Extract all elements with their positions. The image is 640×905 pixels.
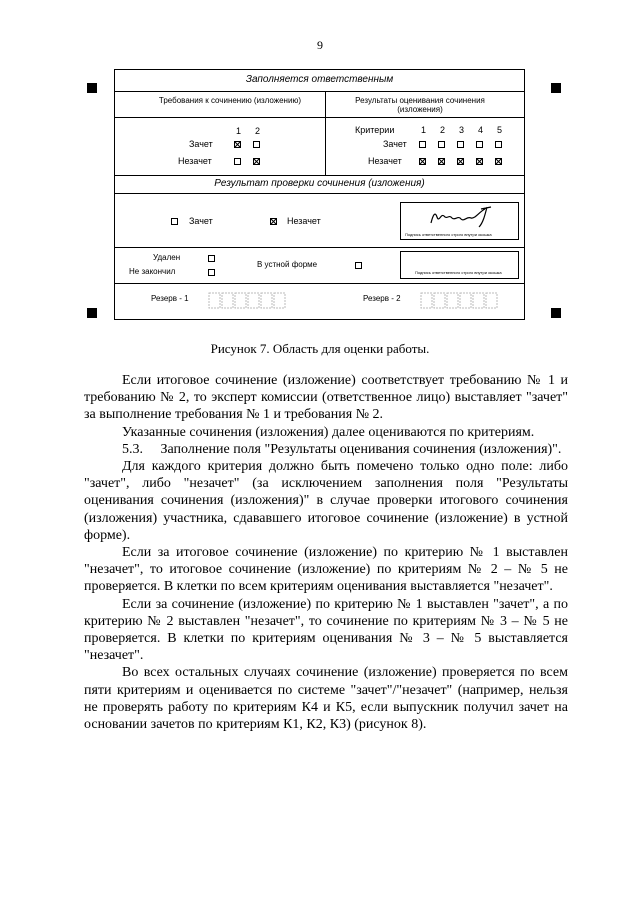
registration-mark-bottom-left	[87, 308, 97, 318]
body-text	[84, 372, 568, 733]
not-finished-label: Не закончил	[129, 267, 176, 276]
paragraph-6: Если за сочинение (изложение) по критерию № 1 выставлен "зачет", а по критерию № 2 выставлен "незачет", то сочинение по критериям № 3 – № 5 не проверяется. В клетки по критериям оценивания № 3 – № 5 выставляется "незачет".	[84, 596, 568, 664]
oral-checkbox[interactable]	[355, 262, 362, 269]
removed-label: Удален	[153, 253, 181, 262]
req2-nezachet-checkbox[interactable]	[253, 158, 260, 165]
signature-scribble	[401, 203, 518, 231]
figure-caption: Рисунок 7. Область для оценки работы.	[210, 341, 430, 356]
requirements-header: Требования к сочинению (изложению)	[158, 96, 302, 105]
criterion-number-2: 2	[440, 125, 446, 135]
k2-zachet-checkbox[interactable]	[438, 141, 445, 148]
criteria-nezachet-label: Незачет	[368, 156, 402, 166]
paragraph-5: Если за итоговое сочинение (изложение) по критерию № 1 выставлен "незачет", то итоговое сочинение (изложение) по критериям № 2 – № 5 не проверяется. В клетки по всем критериям оценивания выставляется "незачет".	[84, 545, 568, 595]
marks-band	[115, 118, 524, 176]
req-nezachet-label: Незачет	[178, 156, 212, 166]
criterion-number-5: 5	[497, 125, 503, 135]
req-number-2: 2	[255, 126, 261, 136]
criteria-zachet-label: Зачет	[383, 139, 407, 149]
signature-caption-2: Подпись ответственного строго внутри окошка	[415, 270, 502, 275]
registration-mark-bottom-right	[551, 308, 561, 318]
reserve1-digit-boxes[interactable]	[208, 292, 288, 310]
k5-zachet-checkbox[interactable]	[495, 141, 502, 148]
paragraph-3: 5.3. Заполнение поля "Результаты оценивания сочинения (изложения)".	[122, 441, 562, 457]
k4-zachet-checkbox[interactable]	[476, 141, 483, 148]
paragraph-1: Если итоговое сочинение (изложение) соответствует требованию № 1 и требованию № 2, то эксперт комиссии (ответственное лицо) выставляет "зачет" за выполнение требования № 1 и требования № 2.	[84, 373, 568, 423]
results-header: Результаты оценивания сочинения (изложения)	[355, 96, 485, 114]
registration-mark-top-right	[551, 83, 561, 93]
form-title: Заполняется ответственным	[245, 74, 394, 85]
signature-box-2[interactable]	[400, 251, 519, 279]
status-band	[115, 248, 524, 284]
removed-checkbox[interactable]	[208, 255, 215, 262]
signature-box[interactable]	[400, 202, 519, 240]
oral-label: В устной форме	[257, 260, 318, 269]
check-result-title-band	[115, 176, 524, 194]
k4-nezachet-checkbox[interactable]	[476, 158, 483, 165]
form-title-band	[115, 70, 524, 92]
result-nezachet-checkbox[interactable]	[270, 218, 277, 225]
reserve1-label: Резерв - 1	[151, 294, 189, 303]
req-zachet-label: Зачет	[189, 139, 213, 149]
paragraph-7: Во всех остальных случаях сочинение (изложение) проверяется по всем пяти критериям и оценивается по системе "зачет"/"незачет" (например, нельзя не проверять работу по критериям К4 и К5, если выпускник получил зачет на основании зачетов по критериям К1, К2, К3) (рисунок 8).	[84, 665, 568, 733]
reserve2-digit-boxes[interactable]	[420, 292, 500, 310]
not-finished-checkbox[interactable]	[208, 269, 215, 276]
signature-caption: Подпись ответственного строго внутри окошка	[405, 232, 492, 237]
k3-nezachet-checkbox[interactable]	[457, 158, 464, 165]
headers-band	[115, 92, 524, 118]
req1-zachet-checkbox[interactable]	[234, 141, 241, 148]
paragraph-4: Для каждого критерия должно быть помечено только одно поле: либо "зачет", либо "незачет" (за исключением заполнения поля "Результаты оценивания сочинения (изложения)" в случае проверки итогового сочинения (изложения) участника, сдававшего итоговое сочинение (изложение) в устной форме).	[84, 459, 568, 543]
registration-mark-top-left	[87, 83, 97, 93]
req2-zachet-checkbox[interactable]	[253, 141, 260, 148]
result-nezachet-label: Незачет	[287, 216, 321, 226]
result-zachet-checkbox[interactable]	[171, 218, 178, 225]
k5-nezachet-checkbox[interactable]	[495, 158, 502, 165]
k2-nezachet-checkbox[interactable]	[438, 158, 445, 165]
reserve2-label: Резерв - 2	[363, 294, 401, 303]
criterion-number-1: 1	[421, 125, 427, 135]
k1-nezachet-checkbox[interactable]	[419, 158, 426, 165]
k1-zachet-checkbox[interactable]	[419, 141, 426, 148]
req-number-1: 1	[236, 126, 242, 136]
check-result-title: Результат проверки сочинения (изложения)	[214, 178, 425, 189]
criteria-label: Критерии	[355, 125, 395, 135]
criterion-number-3: 3	[459, 125, 465, 135]
evaluation-form	[114, 69, 525, 320]
paragraph-2: Указанные сочинения (изложения) далее оцениваются по критериям.	[122, 424, 535, 440]
page-number: 9	[317, 38, 323, 52]
criterion-number-4: 4	[478, 125, 484, 135]
result-zachet-label: Зачет	[189, 216, 213, 226]
result-band	[115, 194, 524, 248]
req1-nezachet-checkbox[interactable]	[234, 158, 241, 165]
k3-zachet-checkbox[interactable]	[457, 141, 464, 148]
